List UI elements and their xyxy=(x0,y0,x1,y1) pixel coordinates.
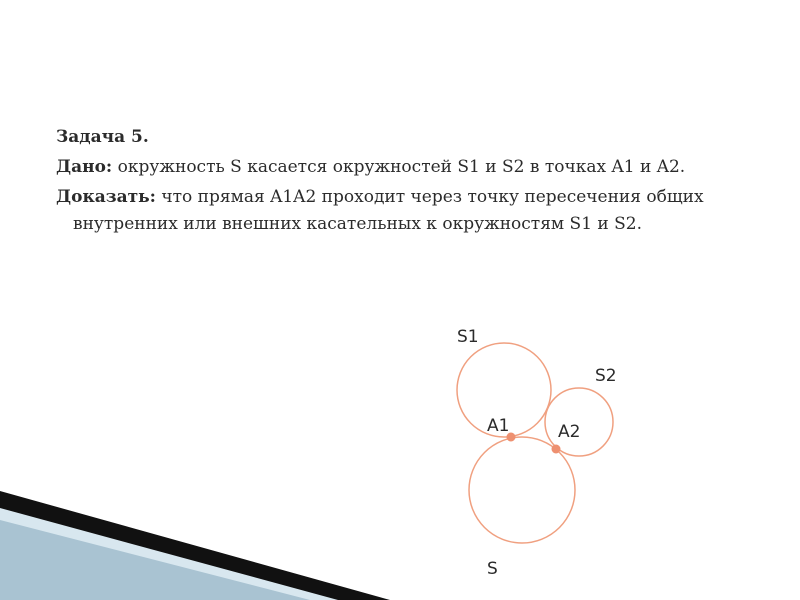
label-s: S xyxy=(487,559,498,579)
stripe-blue xyxy=(0,520,310,600)
prove-text-line2: внутренних или внешних касательных к окружностям S1 и S2. xyxy=(73,214,643,234)
prove-label: Доказать: xyxy=(56,187,156,207)
given-text: окружность S касается окружностей S1 и S2 в точках A1 и A2. xyxy=(112,157,686,177)
prove-text-line1: что прямая A1A2 проходит через точку пересечения общих xyxy=(155,187,704,207)
given-label: Дано: xyxy=(56,157,113,177)
circle-s xyxy=(469,437,575,543)
task-title-text: Задача 5. xyxy=(56,127,149,147)
label-s2: S2 xyxy=(595,366,617,386)
point-a2 xyxy=(552,445,561,454)
label-a2: A2 xyxy=(558,422,581,442)
label-a1: A1 xyxy=(487,416,510,436)
decorative-stripes xyxy=(0,491,390,600)
label-s1: S1 xyxy=(457,327,479,347)
